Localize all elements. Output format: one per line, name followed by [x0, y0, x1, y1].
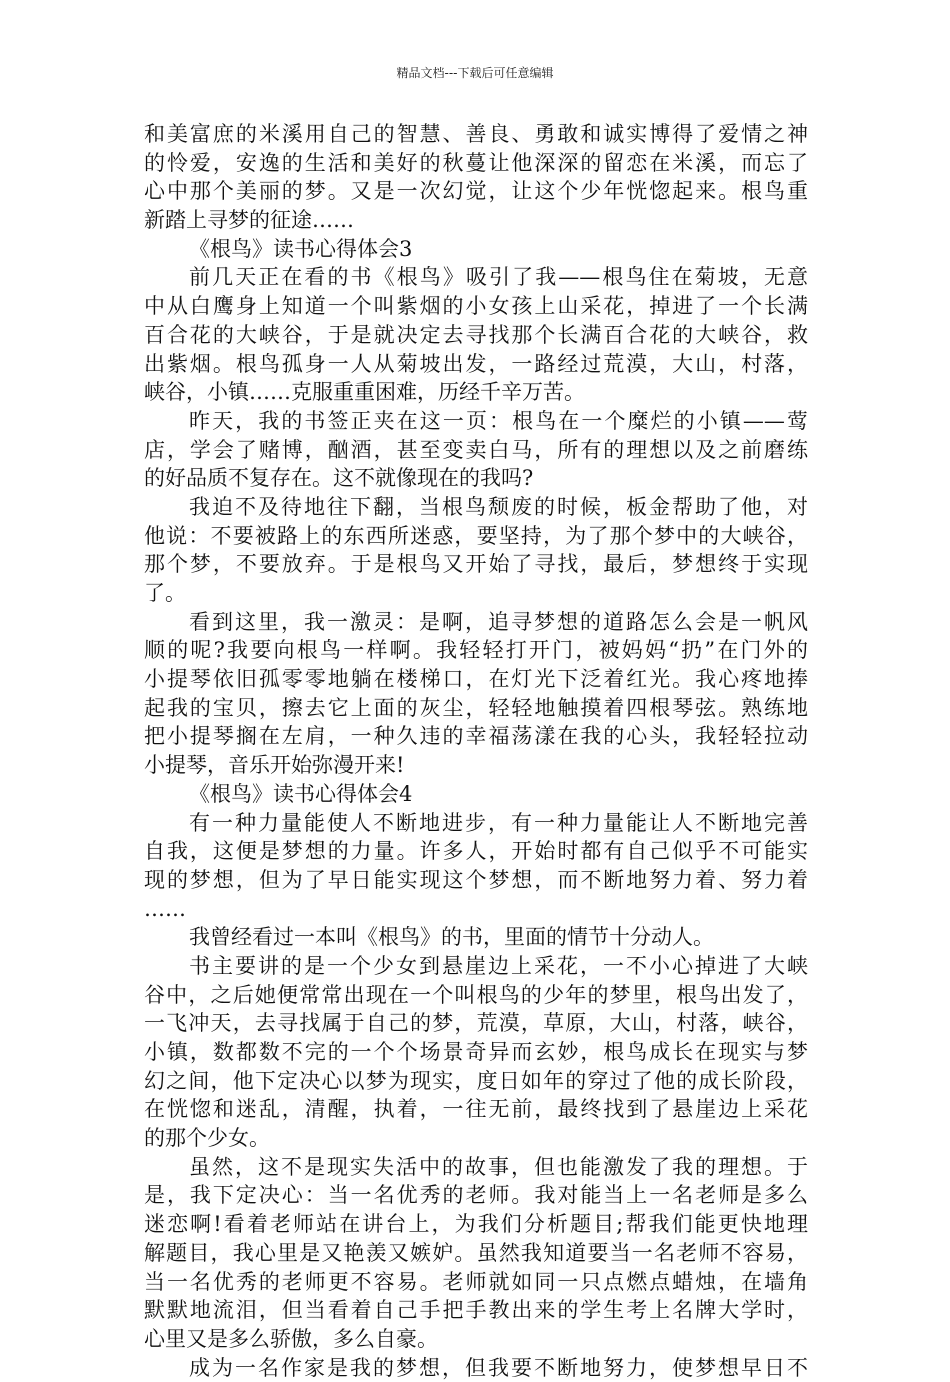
text-line: 和美富庶的米溪用自己的智慧、善良、勇敢和诚实博得了爱情之神: [144, 122, 808, 146]
text-line: ……: [144, 896, 186, 921]
text-line: 的怜爱，安逸的生活和美好的秋蔓让他深深的留恋在米溪，而忘了: [144, 150, 808, 175]
text-line: 一飞冲天，去寻找属于自己的梦，荒漠，草原，大山，村落，峡谷，: [144, 1011, 808, 1036]
text-line: 书主要讲的是一个少女到悬崖边上采花，一不小心掉进了大峡: [189, 953, 808, 978]
text-line: 现的梦想，但为了早日能实现这个梦想，而不断地努力着、努力着: [144, 867, 808, 892]
text-line: 自我，这便是梦想的力量。许多人，开始时都有自己似乎不可能实: [144, 839, 808, 864]
text-line: 前几天正在看的书《根鸟》吸引了我——根鸟住在菊坡，无意: [189, 265, 808, 290]
document-body: [144, 120, 808, 1382]
section-heading: 我曾经看过一本叫《根鸟》的书，里面的情节十分动人。: [189, 925, 714, 950]
text-line: 新踏上寻梦的征途……: [144, 208, 354, 233]
text-line: 虽然，这不是现实失活中的故事，但也能激发了我的理想。于: [189, 1154, 808, 1179]
text-line: 中从白鹰身上知道一个叫紫烟的小女孩上山采花，掉进了一个长满: [144, 294, 808, 319]
text-line: 我迫不及待地往下翻，当根鸟颓废的时候，板金帮助了他，对: [189, 494, 808, 519]
text-line: 的那个少女。: [144, 1126, 270, 1151]
section-heading: 《根鸟》读书心得体会3: [189, 236, 413, 261]
text-line: 起我的宝贝，擦去它上面的灰尘，轻轻地触摸着四根琴弦。熟练地: [144, 695, 808, 720]
text-line: 峡谷，小镇……克服重重困难，历经千辛万苦。: [144, 380, 585, 405]
text-line: 迷恋啊!看着老师站在讲台上，为我们分析题目;帮我们能更快地理: [144, 1212, 808, 1237]
text-line: 顺的呢?我要向根鸟一样啊。我轻轻打开门，被妈妈“扔”在门外的: [144, 638, 808, 663]
text-line: 小提琴依旧孤零零地躺在楼梯口，在灯光下泛着红光。我心疼地捧: [144, 667, 808, 692]
text-line: 默默地流泪，但当看着自己手把手教出来的学生考上名牌大学时，: [144, 1298, 808, 1323]
text-line: 小镇，数都数不完的一个个场景奇异而玄妙，根鸟成长在现实与梦: [144, 1040, 808, 1064]
text-line: 心中那个美丽的梦。又是一次幻觉，让这个少年恍惚起来。根鸟重: [144, 179, 808, 204]
text-line: 心里又是多么骄傲，多么自豪。: [144, 1326, 438, 1351]
text-line: 了。: [144, 581, 186, 605]
text-line: 把小提琴搁在左肩，一种久违的幸福荡漾在我的心头，我轻轻拉动: [144, 724, 808, 749]
text-line: 看到这里，我一激灵：是啊，追寻梦想的道路怎么会是一帆风: [189, 609, 808, 634]
text-line: 有一种力量能使人不断地进步，有一种力量能让人不断地完善: [189, 810, 808, 835]
text-line: 昨天，我的书签正夹在这一页：根鸟在一个糜烂的小镇——莺: [189, 408, 808, 433]
text-line: 小提琴，音乐开始弥漫开来!: [144, 753, 405, 778]
section-heading: 《根鸟》读书心得体会4: [189, 781, 413, 806]
text-line: 他说：不要被路上的东西所迷惑，要坚持，为了那个梦中的大峡谷，: [144, 523, 808, 548]
text-line: 在恍惚和迷乱，清醒，执着，一往无前，最终找到了悬崖边上采花: [144, 1097, 808, 1122]
text-line: 百合花的大峡谷，于是就决定去寻找那个长满百合花的大峡谷，救: [144, 322, 808, 347]
text-line: 当一名优秀的老师更不容易。老师就如同一只点燃点蜡烛，在墙角: [144, 1269, 808, 1294]
text-line: 店，学会了赌博，酗酒，甚至变卖白马，所有的理想以及之前磨练: [144, 437, 808, 462]
text-line: 幻之间，他下定决心以梦为现实，度日如年的穿过了他的成长阶段，: [144, 1068, 808, 1093]
page-header: 精品文档---下载后可任意编辑: [396, 66, 554, 80]
text-line: 解题目，我心里是又艳羡又嫉妒。虽然我知道要当一名老师不容易，: [144, 1240, 808, 1265]
text-line: 是，我下定决心：当一名优秀的老师。我对能当上一名老师是多么: [144, 1183, 808, 1208]
text-line: 成为一名作家是我的梦想，但我要不断地努力，使梦想早日不: [189, 1355, 808, 1380]
text-line: 谷中，之后她便常常出现在一个叫根鸟的少年的梦里，根鸟出发了，: [144, 982, 808, 1007]
text-line: 那个梦，不要放弃。于是根鸟又开始了寻找，最后，梦想终于实现: [144, 552, 808, 577]
text-line: 的好品质不复存在。这不就像现在的我吗?: [144, 466, 534, 491]
text-line: 出紫烟。根鸟孤身一人从菊坡出发，一路经过荒漠，大山，村落，: [144, 351, 808, 376]
